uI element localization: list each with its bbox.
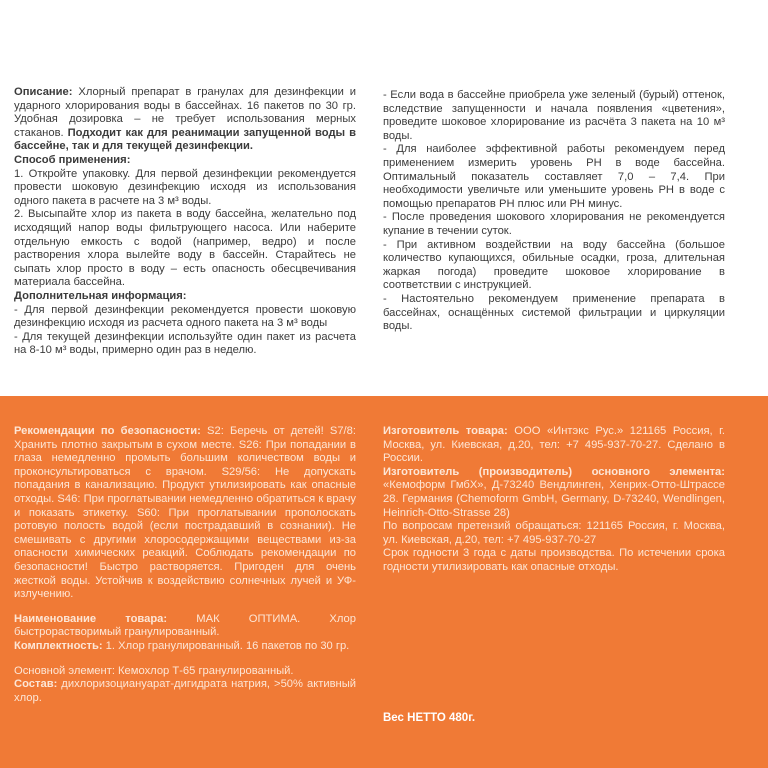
extra-heading: Дополнительная информация: — [14, 289, 187, 302]
element-producer: Изготовитель (производитель) основного элемента: «Кемоформ ГмбХ», Д-73240 Вендлинген, Хенрих-Отто-Штрассе 28. Германия (Chemoform GmbH, Germany, D-73240, Wendlingen, Heinrich-Otto-Strasse 28) — [383, 465, 725, 519]
description: Описание: Хлорный препарат в гранулах для дезинфекции и ударного хлорирования воды в бассейнах. 16 пакетов по 30 гр. Удобная дозировка – не требует использования мерных стаканов. Подходит как для реанимации запущенной воды в бассейне, так и для текущей дезинфекции. — [14, 86, 356, 153]
package-contents: Комплектность: 1. Хлор гранулированный. 16 пакетов по 30 гр. — [14, 639, 350, 652]
composition: Состав: дихлоризоциануарат-дигидрата натрия, >50% активный хлор. — [14, 678, 356, 704]
extra-item: - Для первой дезинфекции рекомендуется провести шоковую дезинфекцию исходя из расчета одного пакета на 3 м³ воды — [14, 303, 356, 330]
method-step: 2. Высыпайте хлор из пакета в воду бассейна, желательно под исходящий напор воды фильтрующего насоса. Или наберите отдельную емкость с водой (например, ведро) и после растворения хлора вылейте воду в бассейн. Старайтесь не сыпать хлор просто в воду – есть опасность обесцвечивания материала бассейна. — [14, 208, 356, 289]
info-panel — [0, 396, 768, 768]
tip-item: - После проведения шокового хлорирования не рекомендуется купание в течении суток. — [383, 211, 725, 237]
tip-item: - Настоятельно рекомендуем применение препарата в бассейнах, оснащённых системой фильтрации и циркуляции воды. — [383, 292, 725, 333]
main-element: Основной элемент: Кемохлор Т-65 гранулированный. — [14, 664, 294, 677]
tip-item: - Для наиболее эффективной работы рекомендуем перед применением измерить уровень PH в воде бассейна. Оптимальный показатель составляет 7,0 – 7,4. При необходимости увеличьте или уменьшите уровень PH в воде с помощью препаратов PH плюс или PH минус. — [383, 143, 725, 210]
tip-item: - Если вода в бассейне приобрела уже зеленый (бурый) оттенок, вследствие запущенности и начала появления «цветения», проведите шоковое хлорирование из расчёта 3 пакета на 10 м³ воды. — [383, 89, 725, 142]
manufacturer: Изготовитель товара: ООО «Интэкс Рус.» 121165 Россия, г. Москва, ул. Киевская, д.20, тел: +7 495-937-70-27. Сделано в России. — [383, 425, 726, 465]
manufacturer-column — [383, 425, 725, 575]
method-heading: Способ применения: — [14, 153, 131, 166]
shelf-life: Срок годности 3 года с даты производства. По истечении срока годности утилизировать как опасные отходы. — [383, 547, 725, 573]
tip-item: - При активном воздействии на воду бассейна (большое количество купающихся, обильные осадки, гроза, длительная жаркая погода) проведите шоковое хлорирование в соответствии с инструкцией. — [383, 238, 725, 292]
extra-item: - Для текущей дезинфекции используйте один пакет из расчета на 8-10 м³ воды, примерно один раз в неделю. — [14, 330, 356, 357]
safety-column — [14, 425, 356, 705]
net-weight: Вес НЕТТО 480г. — [383, 712, 476, 724]
tips-column — [383, 89, 725, 334]
claims-contact: По вопросам претензий обращаться: 121165 Россия, г. Москва, ул. Киевская, д.20, тел: +7 495-937-70-27 — [383, 520, 725, 546]
usage-column — [14, 86, 356, 358]
safety-recommendations: Рекомендации по безопасности: S2: Беречь от детей! S7/8: Хранить плотно закрытым в сухом месте. S26: При попадании в глаза немедленно промыть большим количеством воды и проконсультироваться с врачом. S29/56: Не допускать попадания в канализацию. Продукт утилизировать как опасные отходы. S46: При проглатывании немедленно обратиться к врачу и показать этикетку. S60: При проглатывании прополоскать ротовую полость водой (если пострадавший в сознании). Не смешивать с другими хлоросодержащими веществами из-за опасности химических реакций. Соблюдать рекомендации по безопасности! Быстро растворяется. Пригоден для очень жесткой воды. Устойчив к воздействию солнечных лучей и УФ-излучению. — [14, 425, 356, 601]
product-name: Наименование товара: МАК ОПТИМА. Хлор быстрорастворимый гранулированный. — [14, 612, 356, 639]
method-step: 1. Откройте упаковку. Для первой дезинфекции рекомендуется провести шоковую дезинфекцию исходя из использования одного пакета в расчете на 3 м³ воды. — [14, 167, 356, 207]
